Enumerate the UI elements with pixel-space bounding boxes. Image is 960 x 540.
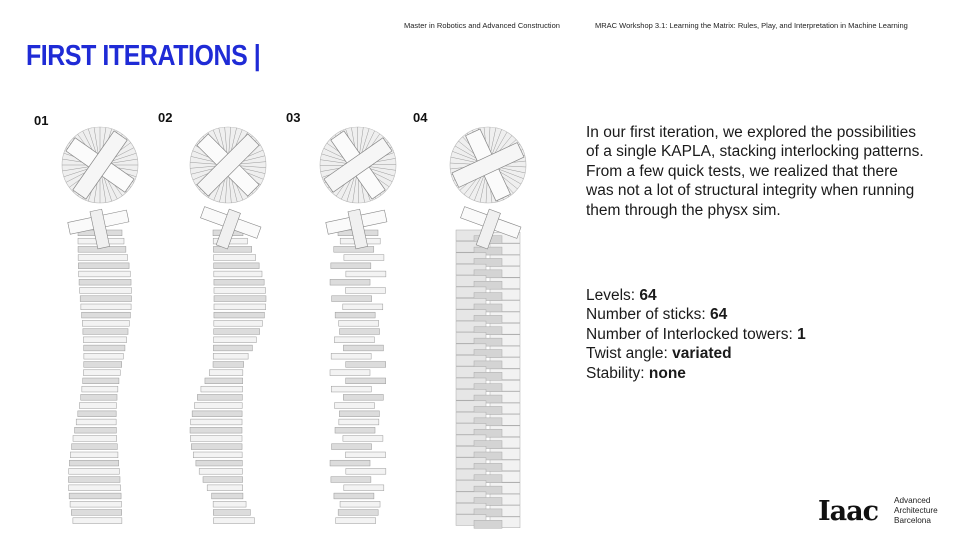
program-label: Master in Robotics and Advanced Construction: [404, 21, 560, 30]
iteration-04-figure: [428, 118, 548, 538]
stats-list: [586, 286, 806, 383]
iteration-number-01: 01: [34, 113, 49, 128]
page-title: FIRST ITERATIONS |: [26, 40, 261, 72]
stat-sticks: Number of sticks: 64: [586, 306, 728, 324]
workshop-label: MRAC Workshop 3.1: Learning the Matrix: Rules, Play, and Interpretation in Machine Learning: [595, 21, 908, 30]
description-paragraph: In our first iteration, we explored the possibilities of a single KAPLA, stacking interlocking patterns. From a few quick tests, we realized that there was not a lot of structural integrity when running them through the physx sim.: [586, 124, 924, 219]
stat-towers: Number of Interlocked towers: 1: [586, 325, 806, 343]
iaac-logo: [818, 494, 948, 530]
iteration-02-figure: [168, 118, 288, 538]
iaac-logo-mark: Iaac: [818, 496, 879, 527]
iteration-03-figure: [298, 118, 418, 538]
iaac-logo-text: Advanced Architecture Barcelona: [894, 496, 938, 525]
stat-levels: Levels: 64: [586, 287, 657, 304]
iteration-01-figure: [40, 118, 160, 538]
iteration-number-02: 02: [158, 110, 173, 125]
stat-twist: Twist angle: variated: [586, 345, 732, 363]
iteration-number-03: 03: [286, 110, 301, 125]
iteration-number-04: 04: [413, 110, 428, 125]
stat-stability: Stability: none: [586, 364, 686, 382]
